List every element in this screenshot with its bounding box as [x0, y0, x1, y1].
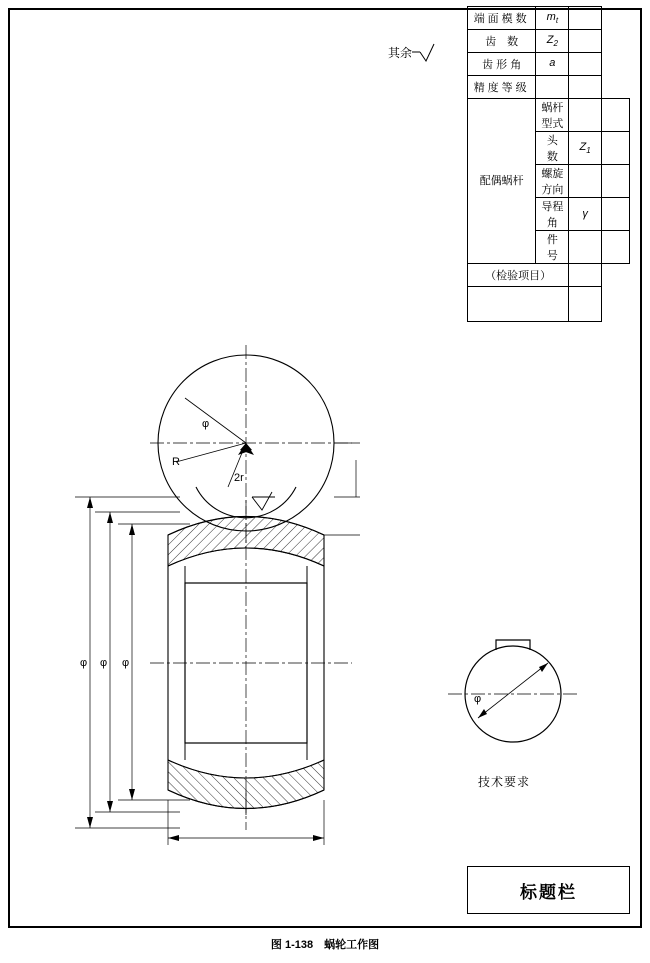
param-symbol: $Z_1$: [569, 132, 602, 165]
param-name: 件 号: [536, 231, 569, 264]
param-value: [569, 30, 602, 53]
param-value: [569, 7, 602, 30]
table-row: [468, 76, 630, 99]
dim-phi-1: φ: [80, 657, 88, 669]
param-value: [601, 231, 629, 264]
param-symbol: $m_t$: [536, 7, 569, 30]
figure-caption: 图 1-138 蜗轮工作图: [270, 939, 380, 951]
param-value: [601, 99, 629, 132]
table-row: [468, 7, 630, 30]
param-value: [569, 264, 602, 287]
param-name: 齿 数: [468, 30, 536, 53]
param-name: 蜗杆型式: [536, 99, 569, 132]
param-value: [601, 132, 629, 165]
param-name: 导程角: [536, 198, 569, 231]
dim-2r: 2r: [234, 472, 244, 484]
table-row: [468, 99, 630, 132]
table-row: [468, 53, 630, 76]
param-symbol: [569, 231, 602, 264]
inspection-items-label: （检验项目）: [468, 264, 569, 287]
title-block: 标题栏: [467, 866, 630, 914]
param-name: 螺旋方向: [536, 165, 569, 198]
surface-finish-note: 其余: [388, 46, 413, 60]
dim-R: R: [172, 456, 180, 468]
dim-phi-2: φ: [100, 657, 108, 669]
table-row: [468, 30, 630, 53]
param-symbol: γ: [569, 198, 602, 231]
param-name: [468, 287, 569, 322]
dim-phi-side: φ: [474, 693, 482, 705]
param-value: [569, 287, 602, 322]
param-value: [601, 198, 629, 231]
param-symbol: [569, 165, 602, 198]
param-name: 端面模数: [468, 7, 536, 30]
dim-phi-3: φ: [122, 657, 130, 669]
param-name: 头 数: [536, 132, 569, 165]
technical-requirements-label: 技术要求: [478, 775, 531, 789]
param-symbol: a: [536, 53, 569, 76]
dim-phi-circle: φ: [202, 418, 210, 430]
param-value: [601, 165, 629, 198]
param-symbol: [536, 76, 569, 99]
parameter-table: [467, 6, 630, 322]
param-name: 精度等级: [468, 76, 536, 99]
param-value: [569, 53, 602, 76]
table-row: [468, 264, 630, 287]
mating-worm-group-label: 配偶蜗杆: [468, 99, 536, 264]
param-name: 齿 形 角: [468, 53, 536, 76]
table-row: [468, 287, 630, 322]
param-symbol: [569, 99, 602, 132]
param-value: [569, 76, 602, 99]
param-symbol: $Z_2$: [536, 30, 569, 53]
